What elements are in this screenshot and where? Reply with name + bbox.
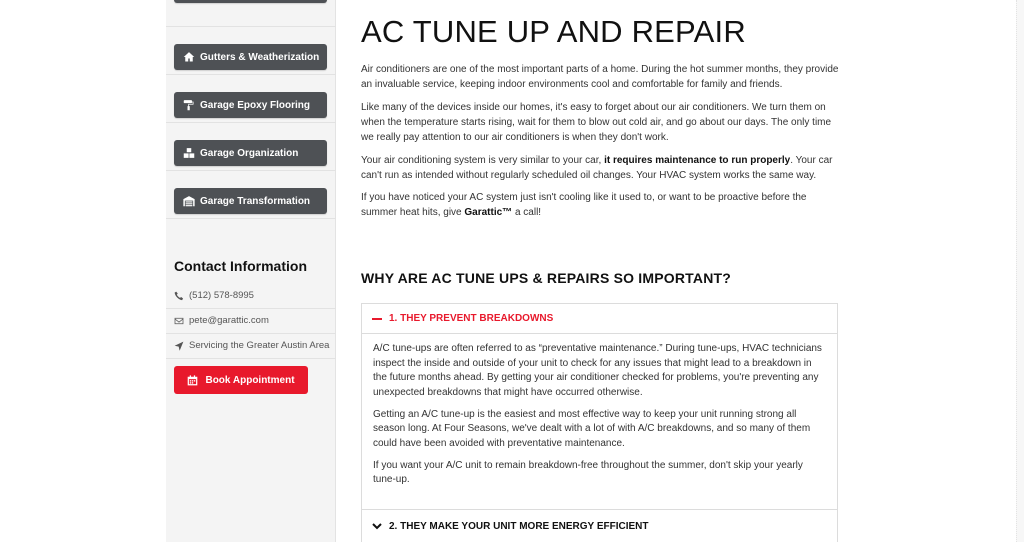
intro-paragraph: Air conditioners are one of the most important parts of a home. During the hot summer months, they provide an invaluable service, keeping indoor environments cool and comfortable for family and friends. xyxy=(361,64,839,90)
paint-roller-icon xyxy=(183,99,195,111)
contact-email: pete@garattic.com xyxy=(189,315,269,326)
calendar-icon xyxy=(187,375,198,386)
location-arrow-icon xyxy=(174,341,184,351)
garage-epoxy-flooring-label: Garage Epoxy Flooring xyxy=(200,99,311,111)
maintenance-paragraph: Your air conditioning system is very similar to your car, it requires maintenance to run properly. Your car can't run as intended without regularly scheduled oil changes. Your HVAC system works the same way. xyxy=(361,155,833,181)
boxes-icon xyxy=(183,147,195,159)
roofing-services-button[interactable] xyxy=(174,0,327,3)
sidebar-item-epoxy xyxy=(166,75,336,123)
chevron-down-icon xyxy=(372,521,382,531)
envelope-icon xyxy=(174,316,184,326)
forget-paragraph: Like many of the devices inside our homes, it's easy to forget about our air conditioners. We turn them on when the temperature starts rising, wait for them to blow out cold air, and go about our days. The only time we really pay attention to our air conditioners is when they don't work. xyxy=(361,102,832,143)
accordion-item-energy-efficient-header[interactable] xyxy=(362,509,837,542)
accordion xyxy=(361,303,838,542)
accordion-item-1-title: 1. THEY PREVENT BREAKDOWNS xyxy=(389,313,554,324)
minus-icon xyxy=(372,314,382,324)
phone-icon xyxy=(174,291,184,301)
maintenance-emphasis: it requires maintenance to run properly xyxy=(604,155,791,166)
accordion-item-1-paragraph: A/C tune-ups are often referred to as “preventative maintenance.” During tune-ups, HVAC technicians inspect the inside and outside of your unit to check for any issues that might lead to a breakdown in the future months ahead. By getting your air conditioner checked for problems, you're preventing any unexpected breakdowns that might have occurred otherwise. xyxy=(373,343,822,398)
garage-icon xyxy=(183,195,195,207)
contact-email-row[interactable] xyxy=(166,308,336,334)
gutters-weatherization-button[interactable] xyxy=(174,44,327,70)
contact-phone-row[interactable] xyxy=(166,283,336,309)
accordion-item-1-paragraph: Getting an A/C tune-up is the easiest and most effective way to keep your unit running strong all season long. At Four Seasons, we've dealt with a lot of with A/C breakdowns, and so many of them could have been avoided with preventative maintenance. xyxy=(373,408,811,449)
sidebar-item-transformation xyxy=(166,171,336,219)
garage-organization-button[interactable] xyxy=(174,140,327,166)
brand-name: Garattic™ xyxy=(464,207,513,218)
gutters-weatherization-label: Gutters & Weatherization xyxy=(200,51,320,63)
home-icon xyxy=(183,51,195,63)
accordion-item-1-body xyxy=(373,342,825,495)
sidebar-item-gutters xyxy=(166,27,336,75)
contact-phone: (512) 578-8995 xyxy=(189,290,254,301)
garage-epoxy-flooring-button[interactable] xyxy=(174,92,327,118)
accordion-item-2-title: 2. THEY MAKE YOUR UNIT MORE ENERGY EFFICIENT xyxy=(389,520,649,532)
garage-transformation-label: Garage Transformation xyxy=(200,195,311,207)
sidebar xyxy=(166,0,336,542)
contact-area: Servicing the Greater Austin Area xyxy=(189,340,330,351)
contact-information-title: Contact Information xyxy=(174,258,307,274)
section-title: WHY ARE AC TUNE UPS & REPAIRS SO IMPORTANT? xyxy=(361,270,732,286)
accordion-item-prevent-breakdowns-header[interactable] xyxy=(362,304,837,334)
garage-transformation-button[interactable] xyxy=(174,188,327,214)
book-appointment-label: Book Appointment xyxy=(205,374,295,386)
call-paragraph: If you have noticed your AC system just isn't cooling like it used to, or want to be proactive before the summer heat hits, give Garattic™ a call! xyxy=(361,192,807,218)
garage-organization-label: Garage Organization xyxy=(200,147,299,159)
page-title: AC TUNE UP AND REPAIR xyxy=(361,14,746,49)
book-appointment-button[interactable] xyxy=(174,366,308,394)
accordion-item-1-paragraph: If you want your A/C unit to remain breakdown-free throughout the summer, don't skip your yearly tune-up. xyxy=(373,459,803,485)
contact-area-row xyxy=(166,333,336,359)
sidebar-item-organization xyxy=(166,123,336,171)
sidebar-item-roofing xyxy=(166,0,336,27)
page-scrollbar[interactable] xyxy=(1016,0,1024,542)
